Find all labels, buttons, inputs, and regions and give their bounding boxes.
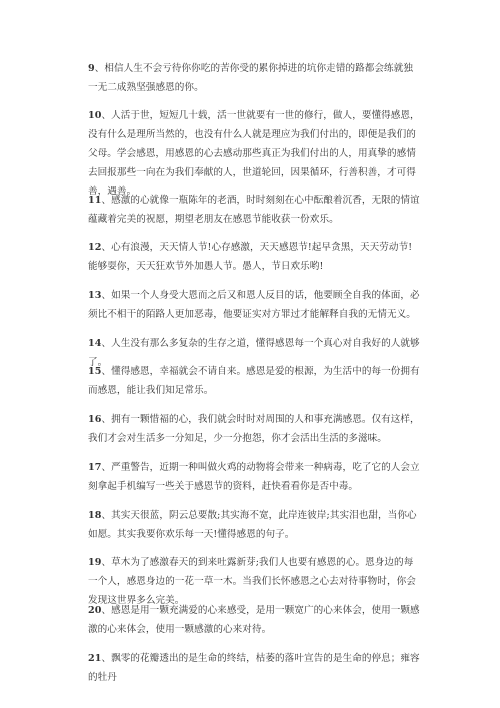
paragraph-number: 12	[88, 242, 102, 253]
paragraph-number: 19	[88, 557, 102, 568]
paragraph-21	[88, 649, 420, 687]
paragraph-18	[88, 506, 420, 544]
paragraph-text: 、严重警告，近期一种叫做火鸡的动物将会带来一种病毒，吃了它的人会立刻拿起手机编写一些关于感恩节的资料，赶快看看你是否中毒。	[88, 462, 420, 492]
paragraph-number: 10	[88, 110, 102, 121]
paragraph-20	[88, 601, 420, 639]
paragraph-17	[88, 458, 420, 496]
paragraph-15	[88, 362, 420, 400]
paragraph-9	[88, 59, 420, 97]
paragraph-text: 、懂得感恩，幸福就会不请自来。感恩是爱的根源，为生活中的每一份拥有而感恩，能让我们知足常乐。	[88, 366, 420, 396]
paragraph-number: 15	[88, 366, 102, 377]
paragraph-number: 18	[88, 510, 102, 521]
paragraph-10	[88, 106, 420, 201]
paragraph-12	[88, 238, 420, 276]
paragraph-text: 、人活于世，短短几十载，活一世就要有一世的修行，做人，要懂得感恩，没有什么是理所当然的，也没有什么人就是理应为我们付出的，即便是我们的父母。学会感恩，用感恩的心去感动那些真正为我们付出的人，用真挚的感情去回报那些一向在为我们奉献的人，世道轮回，因果循环，行善积善，才可得善，遇善。	[88, 110, 420, 197]
paragraph-text: 、感恩是用一颗充满爱的心来感受，是用一颗宽广的心来体会，使用一颗感激的心来体会，使用一颗感激的心来对待。	[88, 605, 420, 635]
paragraph-number: 9	[88, 63, 95, 74]
paragraph-text: 、相信人生不会亏待你你吃的苦你受的累你掉进的坑你走错的路都会练就独一无二成熟坚强感恩的你。	[88, 63, 413, 93]
paragraph-number: 21	[88, 653, 102, 664]
paragraph-text: 、如果一个人身受大恩而之后又和恩人反目的话，他要顾全自我的体面，必须比不相干的陌路人更加恶毒，他要证实对方罪过才能解释自我的无情无义。	[88, 290, 420, 320]
paragraph-number: 13	[88, 290, 102, 301]
paragraph-text: 、飘零的花瓣透出的是生命的终结，枯萎的落叶宣告的是生命的停息；雍容的牡丹	[88, 653, 420, 683]
paragraph-13	[88, 286, 420, 324]
paragraph-16	[88, 410, 420, 448]
paragraph-text: 、心有浪漫，天天情人节!心存感激，天天感恩节!起早贪黑，天天劳动节!能够耍你，天天狂欢节外加愚人节。愚人，节日欢乐哟!	[88, 242, 413, 272]
paragraph-text: 、人生没有那么多复杂的生存之道，懂得感恩每一个真心对自我好的人就够了。	[88, 338, 420, 368]
paragraph-number: 16	[88, 414, 102, 425]
paragraph-text: 、感激的心就像一瓶陈年的老酒，时时刻刻在心中酝酿着沉香，无限的情谊蕴藏着完美的祝愿，期望老朋友在感恩节能收获一份欢乐。	[88, 195, 420, 225]
paragraph-number: 11	[88, 195, 102, 206]
paragraph-text: 、草木为了感激春天的到来吐露新芽;我们人也要有感恩的心。恩身边的每一个人，感恩身边的一花一草一木。当我们长怀感恩之心去对待事物时，你会发现这世界多么完美。	[88, 557, 416, 606]
paragraph-text: 、拥有一颗惜福的心，我们就会时时对周围的人和事充满感恩。仅有这样，我们才会对生活多一分知足，少一分抱怨，你才会活出生活的多滋味。	[88, 414, 420, 444]
paragraph-11	[88, 191, 420, 229]
paragraph-number: 14	[88, 338, 102, 349]
paragraph-number: 20	[88, 605, 102, 616]
paragraph-text: 、其实天很蓝，阴云总要散;其实海不宽，此岸连彼岸;其实泪也甜，当你心如愿。其实我要你欢乐每一天!懂得感恩的句子。	[88, 510, 417, 540]
paragraph-number: 17	[88, 462, 102, 473]
